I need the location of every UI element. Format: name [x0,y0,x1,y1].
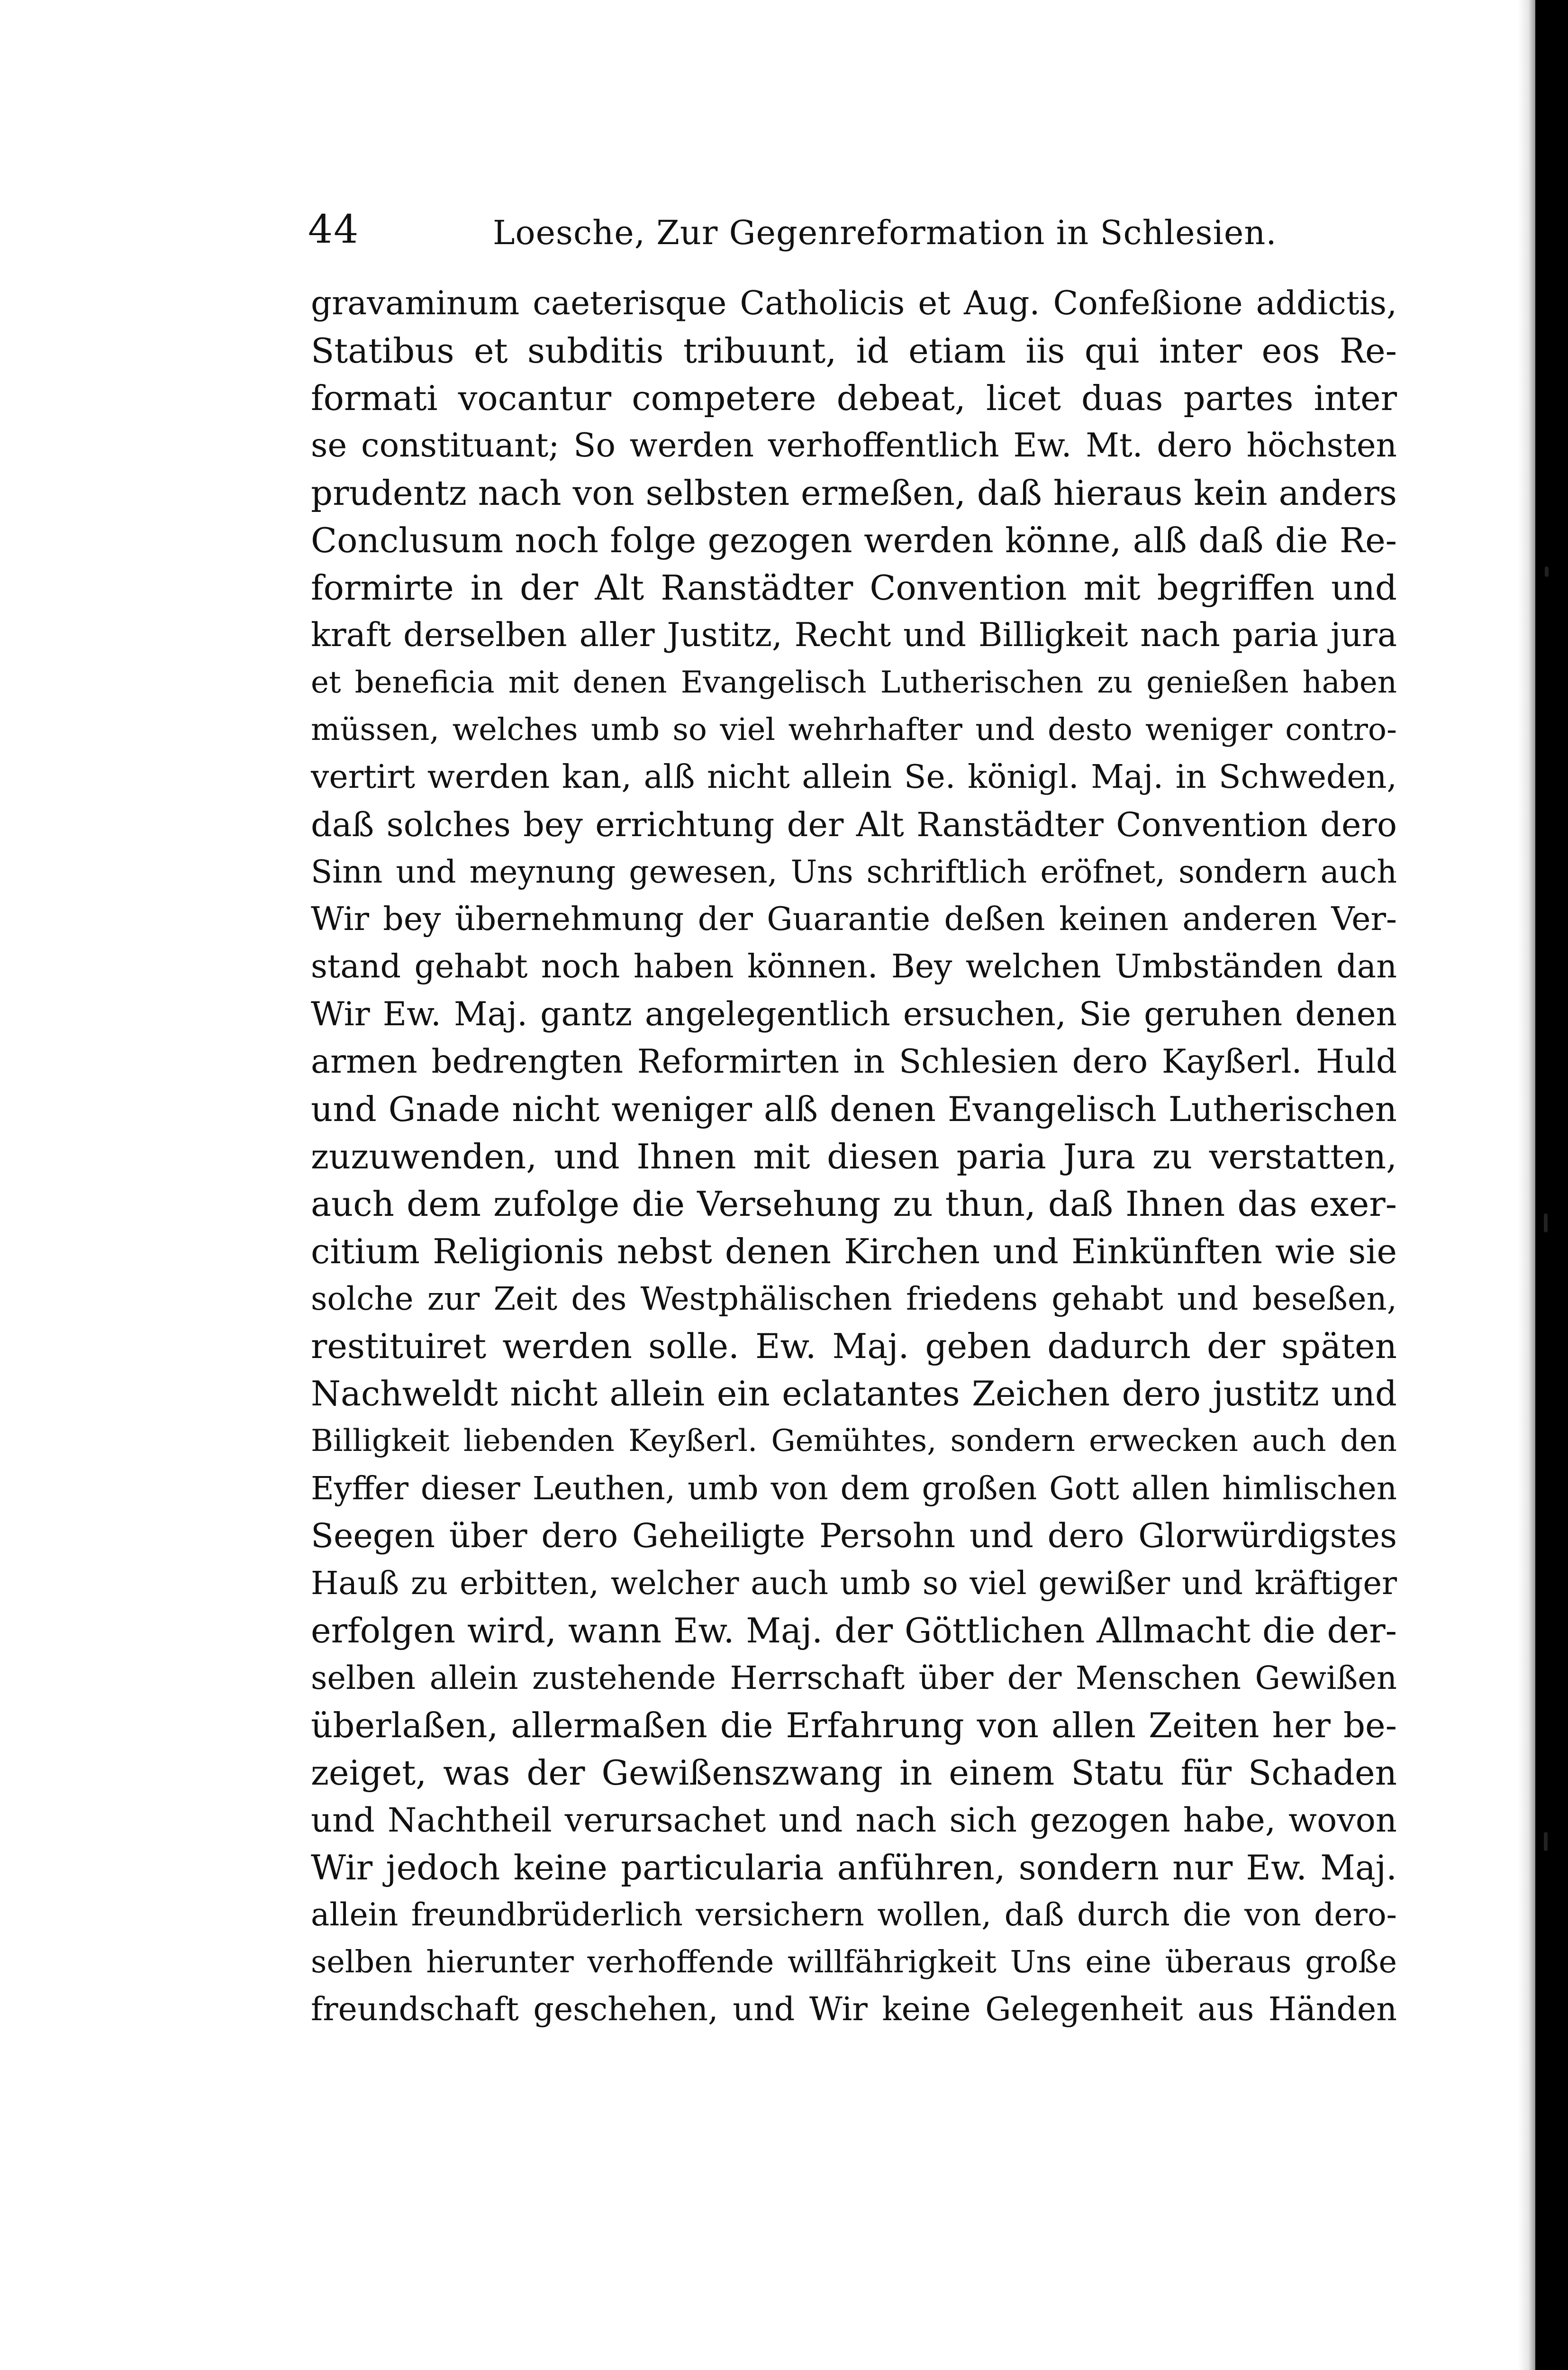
text-line: et beneficia mit denen Evangelisch Lutherischen zu genießen haben [311,665,1397,700]
text-line: Nachweldt nicht allein ein eclatantes Zeichen dero justitz und [311,1374,1397,1413]
text-line: armen bedrengten Reformirten in Schlesien dero Kayßerl. Huld [311,1043,1397,1081]
text-line: Wir bey übernehmung der Guarantie deßen keinen anderen Ver- [311,901,1397,938]
margin-mark [1544,1213,1548,1232]
text-line: zeiget, was der Gewißenszwang in einem Statu für Schaden [311,1753,1397,1793]
margin-mark [1545,566,1549,577]
text-line: se constituant; So werden verhoffentlich Ew. Mt. dero höchsten [311,427,1397,465]
scan-border [1535,0,1568,2370]
text-line: formirte in der Alt Ranstädter Convention mit begriffen und [311,568,1397,608]
text-line: allein freundbrüderlich versichern wollen, daß durch die von dero- [311,1896,1397,1933]
text-line: Statibus et subditis tribuunt, id etiam iis qui inter eos Re- [311,331,1397,371]
text-line: formati vocantur competere debeat, licet duas partes inter [311,378,1397,418]
running-head [308,204,1398,256]
text-line: Wir Ew. Maj. gantz angelegentlich ersuchen, Sie geruhen denen [311,995,1397,1033]
text-line: vertirt werden kan, alß nicht allein Se. königl. Maj. in Schweden, [311,758,1397,796]
text-line: prudentz nach von selbsten ermeßen, daß hieraus kein anders [311,473,1397,513]
text-line: zuzuwenden, und Ihnen mit diesen paria Jura zu verstatten, [311,1137,1397,1176]
text-line: daß solches bey errichtung der Alt Ranstädter Convention dero [311,805,1397,844]
text-line: Sinn und meynung gewesen, Uns schriftlich eröfnet, sondern auch [311,854,1397,890]
running-title: Loesche, Zur Gegenreformation in Schlesien. [493,213,1277,252]
text-line: Conclusum noch folge gezogen werden könne, alß daß die Re- [311,520,1397,560]
text-line: erfolgen wird, wann Ew. Maj. der Göttlichen Allmacht die der- [311,1611,1397,1650]
text-line: Seegen über dero Geheiligte Persohn und dero Glorwürdigstes [311,1516,1397,1555]
text-line: auch dem zufolge die Versehung zu thun, daß Ihnen das exer- [311,1184,1397,1224]
text-line: Hauß zu erbitten, welcher auch umb so viel gewißer und kräftiger [311,1565,1397,1602]
text-line: selben hierunter verhoffende willfährigkeit Uns eine überaus große [311,1944,1397,1980]
text-line: stand gehabt noch haben können. Bey welchen Umbständen dan [311,948,1397,985]
text-line: müssen, welches umb so viel wehrhafter und desto weniger contro- [311,712,1397,747]
text-line: selben allein zustehende Herrschaft über der Menschen Gewißen [311,1659,1397,1696]
text-line: kraft derselben aller Justitz, Recht und Billigkeit nach paria jura [311,616,1397,654]
text-line: solche zur Zeit des Westphälischen friedens gehabt und beseßen, [311,1280,1397,1317]
text-line: gravaminum caeterisque Catholicis et Aug. Confeßione addictis, [311,284,1397,322]
text-line: freundschaft geschehen, und Wir keine Gelegenheit aus Händen [311,1991,1397,2028]
margin-mark [1544,1832,1548,1851]
body-text [311,280,1397,2033]
text-line: Billigkeit liebenden Keyßerl. Gemühtes, sondern erwecken auch den [311,1423,1397,1458]
page-number: 44 [308,207,360,252]
text-line: citium Religionis nebst denen Kirchen und Einkünften wie sie [311,1231,1397,1271]
text-line: Wir jedoch keine particularia anführen, sondern nur Ew. Maj. [311,1848,1397,1887]
text-line: überlaßen, allermaßen die Erfahrung von allen Zeiten her be- [311,1705,1397,1745]
text-line: Eyffer dieser Leuthen, umb von dem großen Gott allen himlischen [311,1470,1397,1507]
text-line: und Nachtheil verursachet und nach sich gezogen habe, wovon [311,1801,1397,1840]
text-line: restituiret werden solle. Ew. Maj. geben dadurch der späten [311,1326,1397,1366]
page-edge-shadow [1518,0,1535,2370]
text-line: und Gnade nicht weniger alß denen Evangelisch Lutherischen [311,1089,1397,1129]
